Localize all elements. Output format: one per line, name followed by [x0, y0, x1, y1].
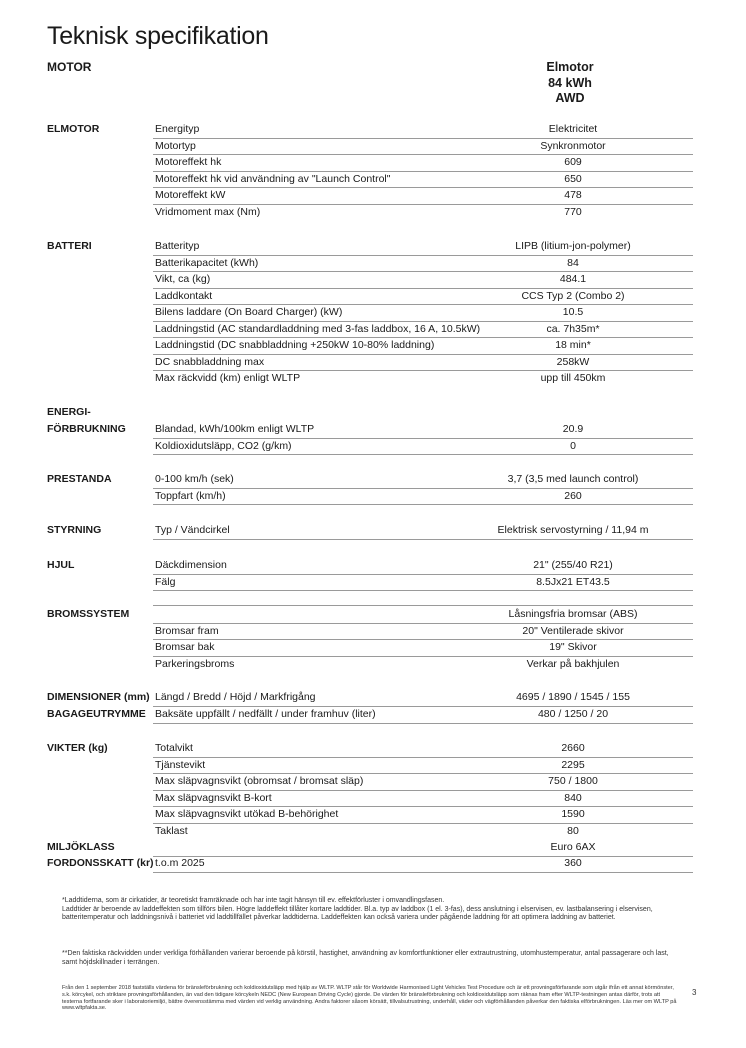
- spec-value: 2295: [561, 758, 585, 771]
- footnote-wltp: Från den 1 september 2018 fastställs värdena för bränsleförbrukning och koldioxidutsläpp med hjälp av WLTP. WLTP står för Worldwide Harmonised Light Vehicles Test Procedure och är ett provningsförfarande som utgår ifrån ett annat körmönster, s.k. körcykel, och striktare provningsförhållanden, än vad den tidigare körcykeln NEDC (New European Driving Cycle) gjorde. De värden för bränsleförbrukning och koldioxidutsläpp som räknas fram efter WLTP-testningen antas därför, trots att testerna fortfarande sker i laboratoriemiljö, bättre överensstämma med värden vid verklig användning. Andra faktorer såsom körsätt, tillvalsutrustning, underhåll, väder och vägförhållanden påverkar den faktiska elförbrukningen. Läs mer om WLTP på www.wltpfakta.se.: [62, 985, 677, 1012]
- column-header: [520, 60, 620, 107]
- spec-row: [153, 790, 693, 808]
- section-label: ENERGI- FÖRBRUKNING: [47, 406, 126, 435]
- section-label: ELMOTOR: [47, 123, 100, 135]
- spec-key: Vridmoment max (Nm): [155, 205, 261, 218]
- spec-value: 8.5Jx21 ET43.5: [536, 575, 610, 588]
- spec-row: [153, 773, 693, 791]
- spec-row: [153, 271, 693, 289]
- spec-row: [153, 154, 693, 172]
- spec-row: [153, 370, 693, 387]
- spec-value: 80: [567, 824, 579, 837]
- spec-key: Koldioxidutsläpp, CO2 (g/km): [155, 439, 292, 452]
- spec-key: Tjänstevikt: [155, 758, 206, 771]
- spec-key: Blandad, kWh/100km enligt WLTP: [155, 423, 315, 435]
- spec-row: [153, 337, 693, 355]
- spec-row: [153, 321, 693, 339]
- column-header-line-3: AWD: [555, 91, 585, 105]
- spec-value: 18 min*: [555, 339, 591, 351]
- page-number: 3: [692, 988, 697, 997]
- spec-value: 770: [564, 205, 582, 218]
- spec-value: 484.1: [559, 273, 587, 285]
- spec-key: Max släpvagnsvikt B-kort: [155, 791, 272, 804]
- spec-value: 1590: [561, 808, 585, 820]
- footnote-charging-line-2: Laddtider är beroende av laddeffekten som tillförs bilen. Högre laddeffekt tillåter kortare laddtider. Bl.a. typ av laddbox (1 el. 3-fas), dess anslutning i elservisen, ev. lastbalansering i elservisen, batteritemperatur och laddningsnivå i batteriet vid laddtillfället påverkar laddtiderna. Laddeffekten kan också variera under pågående laddning för att optimera laddning av batteriet.: [62, 905, 653, 922]
- spec-value: 650: [564, 172, 582, 185]
- spec-row: [153, 488, 693, 506]
- footnote-range: **Den faktiska räckvidden under verkliga förhållanden varierar beroende på körstil, hastighet, användning av komfortfunktioner eller extrautrustning, utomhustemperatur, antal passagerare och last, samt höjdskillnader i terrängen.: [62, 950, 669, 966]
- spec-row: [153, 238, 693, 256]
- spec-value: 19" Skivor: [549, 641, 597, 653]
- divider: [153, 605, 693, 606]
- spec-value: 609: [564, 156, 582, 168]
- spec-value: 360: [564, 857, 582, 869]
- section-label: PRESTANDA: [47, 473, 112, 485]
- spec-key: Max släpvagnsvikt utökad B-behörighet: [155, 808, 339, 820]
- spec-key: Batterityp: [155, 240, 200, 252]
- footnote-charging-times: [62, 897, 680, 923]
- spec-value: 21" (255/40 R21): [533, 559, 613, 571]
- spec-key: Bromsar fram: [155, 624, 219, 637]
- page-title: Teknisk specifikation: [47, 22, 269, 50]
- spec-value: Elektricitet: [548, 123, 598, 135]
- spec-key: Toppfart (km/h): [155, 489, 226, 502]
- spec-value: Synkronmotor: [540, 139, 606, 152]
- spec-row: [153, 757, 693, 775]
- spec-key: Batterikapacitet (kWh): [155, 256, 259, 269]
- spec-key: Längd / Bredd / Höjd / Markfrigång: [155, 691, 316, 703]
- spec-row: [153, 855, 693, 873]
- spec-value: 2660: [561, 742, 585, 754]
- spec-row: [153, 806, 693, 824]
- spec-row: [153, 823, 693, 840]
- spec-key: Bilens laddare (On Board Charger) (kW): [155, 306, 343, 318]
- spec-row: [153, 839, 693, 857]
- spec-key: 0-100 km/h (sek): [155, 473, 234, 485]
- spec-value: 20" Ventilerade skivor: [522, 624, 624, 637]
- spec-value: 260: [564, 489, 582, 502]
- spec-value: Verkar på bakhjulen: [526, 657, 620, 670]
- spec-key: Fälg: [155, 575, 176, 588]
- spec-key: Taklast: [155, 824, 188, 837]
- spec-value: 480 / 1250 / 20: [537, 708, 609, 720]
- spec-row: [153, 639, 693, 657]
- spec-row: [153, 656, 693, 673]
- spec-row: [153, 187, 693, 205]
- spec-value: Låsningsfria bromsar (ABS): [508, 608, 638, 620]
- motor-heading: MOTOR: [47, 60, 92, 74]
- spec-row: [153, 354, 693, 372]
- spec-row: [153, 557, 693, 575]
- spec-value: Euro 6AX: [550, 841, 596, 853]
- spec-value: 258kW: [556, 355, 590, 368]
- column-header-line-2: 84 kWh: [548, 75, 592, 90]
- section-label: BAGAGEUTRYMME: [47, 708, 146, 720]
- spec-value: LIPB (litium-jon-polymer): [515, 240, 631, 252]
- section-label: HJUL: [47, 559, 75, 571]
- footnote-charging-line-1: *Laddtiderna, som är cirkatider, är teoretiskt framräknade och har inte tagit hänsyn till ev. effektförluster i omvandlingsfasen.: [62, 897, 445, 904]
- spec-value: 10.5: [562, 306, 584, 318]
- spec-value: 840: [564, 791, 582, 804]
- spec-row: [153, 522, 693, 540]
- spec-row: [153, 706, 693, 724]
- spec-value: 0: [570, 439, 576, 452]
- spec-key: Däckdimension: [155, 559, 227, 571]
- spec-key: Motoreffekt hk vid användning av "Launch Control": [155, 172, 391, 185]
- spec-row: [153, 421, 693, 439]
- spec-value: CCS Typ 2 (Combo 2): [521, 289, 625, 302]
- spec-key: Bromsar bak: [155, 641, 215, 653]
- spec-key: Laddningstid (AC standardladdning med 3-fas laddbox, 16 A, 10.5kW): [155, 322, 481, 335]
- section-label: STYRNING: [47, 524, 102, 536]
- spec-row: [153, 689, 693, 707]
- spec-key: Max räckvidd (km) enligt WLTP: [155, 372, 301, 384]
- spec-row: [153, 471, 693, 489]
- spec-value: ca. 7h35m*: [546, 322, 600, 335]
- section-label: MILJÖKLASS: [47, 841, 115, 853]
- spec-row: [153, 121, 693, 139]
- spec-value: upp till 450km: [540, 372, 606, 384]
- spec-row: [153, 138, 693, 156]
- spec-key: t.o.m 2025: [155, 857, 205, 869]
- spec-key: Baksäte uppfällt / nedfällt / under framhuv (liter): [155, 708, 376, 720]
- section-label: BROMSSYSTEM: [47, 608, 130, 620]
- column-header-line-1: Elmotor: [546, 60, 594, 74]
- spec-value: 3,7 (3,5 med launch control): [507, 473, 639, 485]
- spec-key: Laddningstid (DC snabbladdning +250kW 10-80% laddning): [155, 339, 435, 351]
- spec-key: Max släpvagnsvikt (obromsat / bromsat släp): [155, 775, 364, 787]
- spec-value: 20.9: [562, 423, 584, 435]
- spec-key: Motoreffekt kW: [155, 189, 226, 201]
- spec-key: Energityp: [155, 123, 200, 135]
- spec-row: [153, 740, 693, 758]
- section-label: BATTERI: [47, 240, 92, 252]
- spec-row: [153, 606, 693, 624]
- section-label: FORDONSSKATT (kr): [47, 857, 154, 869]
- spec-key: Motoreffekt hk: [155, 156, 222, 168]
- spec-value: 750 / 1800: [548, 775, 598, 787]
- spec-value: 478: [564, 189, 582, 201]
- spec-row: [153, 255, 693, 273]
- spec-value: 84: [567, 256, 579, 269]
- spec-row: [153, 204, 693, 221]
- spec-row: [153, 171, 693, 189]
- spec-key: Laddkontakt: [155, 289, 213, 302]
- section-label: DIMENSIONER (mm): [47, 691, 150, 703]
- spec-row: [153, 438, 693, 456]
- spec-key: Totalvikt: [155, 742, 193, 754]
- spec-row: [153, 304, 693, 322]
- spec-key: Typ / Vändcirkel: [155, 524, 230, 536]
- section-label: VIKTER (kg): [47, 742, 108, 754]
- spec-row: [153, 623, 693, 641]
- spec-key: Vikt, ca (kg): [155, 273, 211, 285]
- spec-key: Parkeringsbroms: [155, 657, 235, 670]
- spec-value: Elektrisk servostyrning / 11,94 m: [497, 524, 649, 536]
- spec-row: [153, 288, 693, 306]
- spec-value: 4695 / 1890 / 1545 / 155: [516, 691, 630, 703]
- spec-key: Motortyp: [155, 139, 196, 152]
- spec-row: [153, 574, 693, 592]
- spec-key: DC snabbladdning max: [155, 355, 265, 368]
